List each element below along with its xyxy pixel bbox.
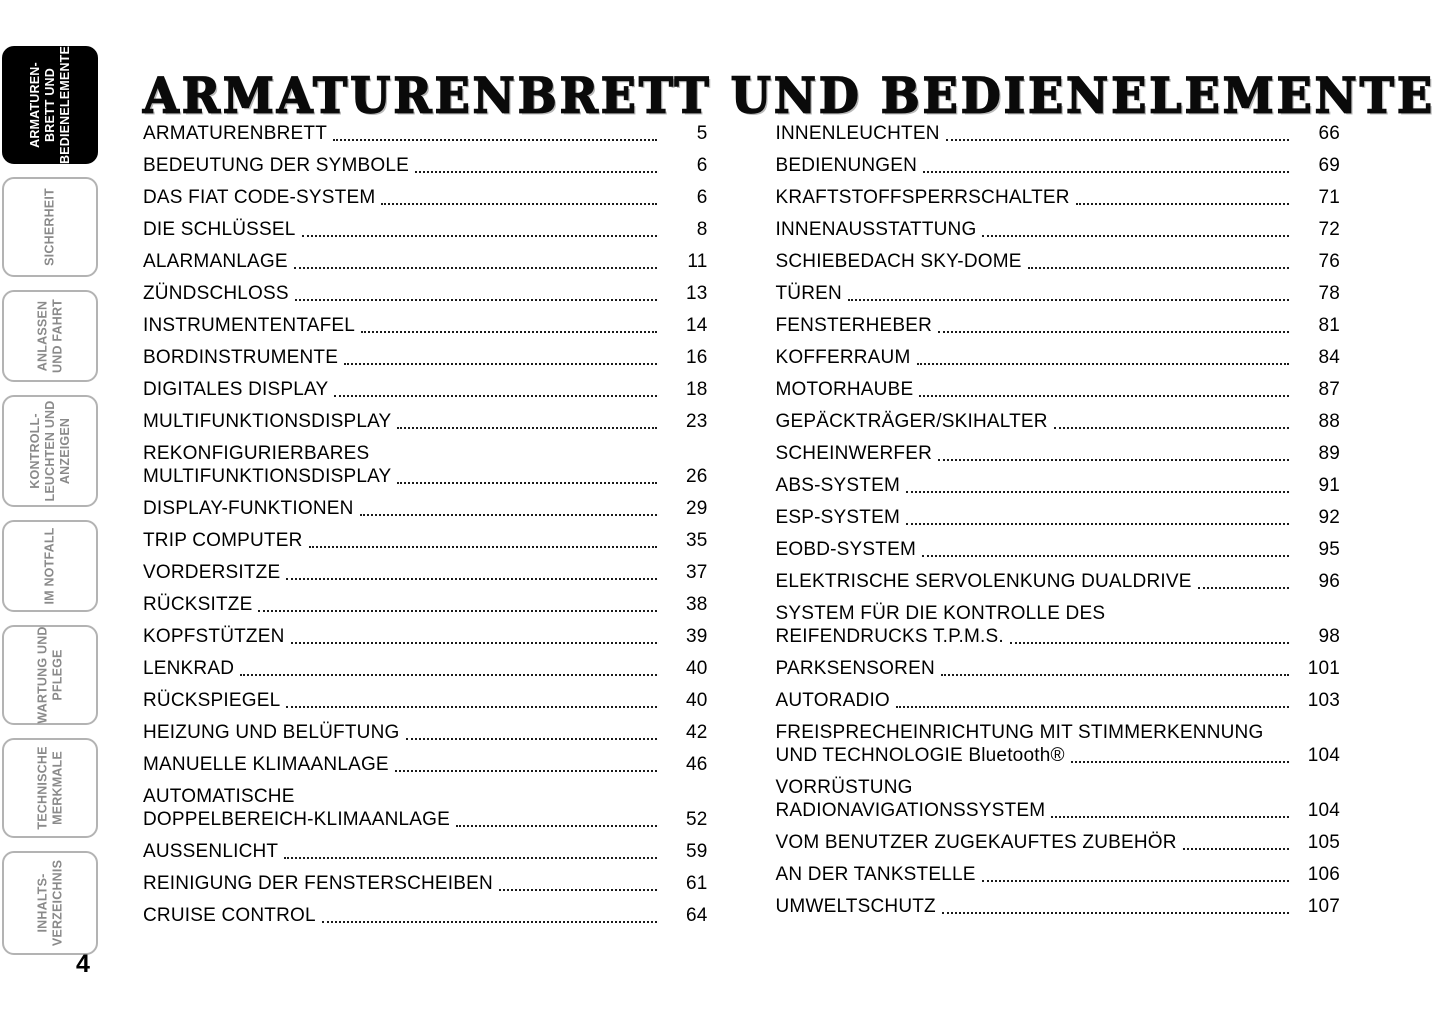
toc-entry-page: 92 bbox=[1318, 507, 1340, 528]
toc-entry-label: BEDEUTUNG DER SYMBOLE bbox=[143, 155, 410, 176]
sidebar-tab-label: TECHNISCHE MERKMALE bbox=[35, 746, 64, 830]
toc-entry-label: LENKRAD bbox=[143, 658, 235, 679]
toc-entry-label: KRAFTSTOFFSPERRSCHALTER bbox=[775, 187, 1070, 208]
toc-entry-page: 59 bbox=[685, 841, 708, 862]
toc-entry[interactable] bbox=[143, 657, 708, 680]
toc-entry[interactable] bbox=[776, 474, 1341, 497]
toc-entry-line bbox=[776, 831, 1341, 854]
toc-entry[interactable] bbox=[776, 831, 1341, 854]
dotted-leader bbox=[1071, 761, 1289, 763]
toc-entry-page: 72 bbox=[1318, 219, 1340, 240]
sidebar-tab-label: ARMATUREN- BRETT UND BEDIENELEMENTE bbox=[27, 45, 72, 165]
toc-entry[interactable] bbox=[143, 753, 708, 776]
toc-entry-page: 42 bbox=[685, 722, 708, 743]
toc-entry-line bbox=[143, 872, 708, 895]
toc-entry-page: 103 bbox=[1307, 690, 1340, 711]
toc-entry-page: 6 bbox=[696, 155, 708, 176]
toc-column-left bbox=[143, 122, 708, 936]
toc-entry-label: SCHEINWERFER bbox=[775, 443, 933, 464]
toc-entry-line bbox=[143, 625, 708, 648]
dotted-leader bbox=[848, 299, 1289, 301]
toc-entry[interactable] bbox=[776, 570, 1341, 593]
dotted-leader bbox=[302, 235, 657, 237]
dotted-leader bbox=[294, 267, 657, 269]
toc-entry-label: REINIGUNG DER FENSTERSCHEIBEN bbox=[143, 873, 493, 894]
toc-entry-page: 107 bbox=[1307, 896, 1340, 917]
dotted-leader bbox=[322, 921, 657, 923]
toc-entry-label: GEPÄCKTRÄGER/SKIHALTER bbox=[775, 411, 1048, 432]
toc-entry-page: 40 bbox=[685, 690, 708, 711]
toc-entry-label: RADIONAVIGATIONSSYSTEM bbox=[775, 800, 1046, 821]
toc-entry-label: BEDIENUNGEN bbox=[775, 155, 918, 176]
sidebar-tab-label: IM NOTFALL bbox=[42, 527, 57, 605]
toc-entry-page: 16 bbox=[685, 347, 708, 368]
toc-entry[interactable] bbox=[776, 602, 1341, 648]
toc-entry-page: 81 bbox=[1318, 315, 1340, 336]
sidebar-tab-8[interactable] bbox=[2, 851, 98, 955]
toc-entry-line bbox=[776, 282, 1341, 305]
toc-entry[interactable] bbox=[776, 442, 1341, 465]
toc-entry[interactable] bbox=[143, 122, 708, 145]
toc-entry-label: INNENAUSSTATTUNG bbox=[775, 219, 977, 240]
toc-entry-line bbox=[776, 314, 1341, 337]
toc-entry-line bbox=[143, 657, 708, 680]
dotted-leader bbox=[258, 610, 656, 612]
toc-entry-label: RÜCKSITZE bbox=[143, 594, 253, 615]
toc-entry-label: MOTORHAUBE bbox=[775, 379, 914, 400]
toc-entry-line bbox=[143, 808, 708, 831]
toc-entry[interactable] bbox=[143, 497, 708, 520]
toc-entry[interactable] bbox=[776, 346, 1341, 369]
toc-entry-line bbox=[143, 186, 708, 209]
dotted-leader bbox=[1028, 267, 1289, 269]
toc-entry[interactable] bbox=[776, 721, 1341, 767]
toc-entry[interactable] bbox=[776, 250, 1341, 273]
toc-entry-page: 106 bbox=[1307, 864, 1340, 885]
toc-entry-line bbox=[776, 863, 1341, 886]
dotted-leader bbox=[397, 427, 656, 429]
toc-entry[interactable] bbox=[143, 250, 708, 273]
dotted-leader bbox=[406, 738, 657, 740]
toc-entry-line bbox=[143, 154, 708, 177]
toc-entry-line bbox=[776, 538, 1341, 561]
toc-entry-line bbox=[776, 744, 1341, 767]
toc-entry-label: HEIZUNG UND BELÜFTUNG bbox=[143, 722, 400, 743]
toc-entry[interactable] bbox=[143, 872, 708, 895]
toc-entry[interactable] bbox=[143, 154, 708, 177]
toc-entry-line bbox=[143, 753, 708, 776]
toc-entry-line bbox=[776, 410, 1341, 433]
toc-entry-label: TRIP COMPUTER bbox=[143, 530, 303, 551]
toc-entry-line bbox=[776, 506, 1341, 529]
toc-entry-line bbox=[776, 570, 1341, 593]
dotted-leader bbox=[284, 857, 656, 859]
toc-entry[interactable] bbox=[776, 154, 1341, 177]
toc-entry-line bbox=[143, 465, 708, 488]
toc-entry-label: EOBD-SYSTEM bbox=[775, 539, 916, 560]
toc-entry[interactable] bbox=[776, 186, 1341, 209]
toc-entry-label: ZÜNDSCHLOSS bbox=[143, 283, 289, 304]
sidebar-tab-label: WARTUNG UND PFLEGE bbox=[35, 626, 64, 724]
dotted-leader bbox=[334, 395, 656, 397]
toc-entry-line bbox=[143, 282, 708, 305]
dotted-leader bbox=[333, 139, 656, 141]
toc-entry-page: 52 bbox=[685, 809, 708, 830]
dotted-leader bbox=[291, 642, 657, 644]
toc-entry-label: PARKSENSOREN bbox=[775, 658, 935, 679]
toc-entry[interactable] bbox=[776, 776, 1341, 822]
toc-entry[interactable] bbox=[143, 218, 708, 241]
toc-entry-page: 11 bbox=[687, 251, 708, 272]
dotted-leader bbox=[456, 825, 657, 827]
toc-entry-page: 37 bbox=[685, 562, 708, 583]
toc-entry-label: DIE SCHLÜSSEL bbox=[143, 219, 296, 240]
toc-entry-label: SCHIEBEDACH SKY-DOME bbox=[775, 251, 1022, 272]
dotted-leader bbox=[982, 235, 1289, 237]
toc-entry-line bbox=[143, 410, 708, 433]
toc-entry-label: MULTIFUNKTIONSDISPLAY bbox=[143, 411, 392, 432]
toc-entry-page: 5 bbox=[696, 123, 708, 144]
toc-entry-label: ABS-SYSTEM bbox=[775, 475, 900, 496]
toc-entry-page: 61 bbox=[685, 873, 708, 894]
toc-entry-line bbox=[143, 904, 708, 927]
toc-entry-label: UND TECHNOLOGIE Bluetooth® bbox=[775, 745, 1065, 766]
toc-entry[interactable] bbox=[776, 506, 1341, 529]
toc-entry-line bbox=[143, 314, 708, 337]
toc-entry[interactable] bbox=[143, 904, 708, 927]
toc-entry-line bbox=[143, 840, 708, 863]
toc-entry[interactable] bbox=[776, 410, 1341, 433]
toc-entry-page: 89 bbox=[1318, 443, 1340, 464]
toc-entry-line bbox=[143, 561, 708, 584]
toc-entry-line bbox=[143, 346, 708, 369]
toc-entry-label: VOM BENUTZER ZUGEKAUFTES ZUBEHÖR bbox=[775, 832, 1177, 853]
dotted-leader bbox=[917, 363, 1290, 365]
sidebar-tab-3[interactable] bbox=[2, 290, 98, 382]
toc-entry-page: 40 bbox=[685, 658, 708, 679]
toc-entry[interactable] bbox=[143, 314, 708, 337]
toc-entry-line bbox=[776, 346, 1341, 369]
sidebar-tab-4[interactable] bbox=[2, 395, 98, 507]
toc-entry[interactable] bbox=[776, 863, 1341, 886]
toc-entry[interactable] bbox=[143, 840, 708, 863]
dotted-leader bbox=[919, 395, 1289, 397]
toc-entry[interactable] bbox=[143, 721, 708, 744]
toc-entry-label: VORDERSITZE bbox=[143, 562, 281, 583]
toc-entry-page: 35 bbox=[685, 530, 708, 551]
sidebar-tab-label: KONTROLL- LEUCHTEN UND ANZEIGEN bbox=[27, 400, 72, 502]
dotted-leader bbox=[1183, 848, 1289, 850]
toc-entry-label-line1: AUTOMATISCHE bbox=[143, 786, 295, 807]
toc-entry-page: 13 bbox=[685, 283, 708, 304]
toc-entry-line bbox=[776, 122, 1341, 145]
toc-entry-label: DIGITALES DISPLAY bbox=[143, 379, 329, 400]
toc-entry-page: 88 bbox=[1318, 411, 1340, 432]
dotted-leader bbox=[938, 331, 1289, 333]
toc-entry-page: 105 bbox=[1307, 832, 1340, 853]
dotted-leader bbox=[982, 880, 1289, 882]
toc-entry[interactable] bbox=[776, 314, 1341, 337]
toc-entry-page: 87 bbox=[1318, 379, 1340, 400]
toc-entry-page: 18 bbox=[685, 379, 708, 400]
toc-entry-label: UMWELTSCHUTZ bbox=[775, 896, 936, 917]
dotted-leader bbox=[309, 546, 657, 548]
toc-entry-label: INNENLEUCHTEN bbox=[775, 123, 940, 144]
toc-entry-label: MANUELLE KLIMAANLAGE bbox=[143, 754, 389, 775]
dotted-leader bbox=[240, 674, 656, 676]
toc-entry-page: 76 bbox=[1318, 251, 1340, 272]
toc-entry-line bbox=[776, 625, 1341, 648]
toc-entry-page: 38 bbox=[685, 594, 708, 615]
dotted-leader bbox=[942, 912, 1289, 914]
toc-entry[interactable] bbox=[143, 186, 708, 209]
sidebar-tab-7[interactable] bbox=[2, 738, 98, 838]
dotted-leader bbox=[360, 514, 657, 516]
dotted-leader bbox=[1198, 587, 1289, 589]
toc-entry-page: 101 bbox=[1307, 658, 1340, 679]
toc-entry[interactable] bbox=[143, 346, 708, 369]
toc-entry-page: 91 bbox=[1318, 475, 1340, 496]
page-title: ARMATURENBRETT UND BEDIENELEMENTE bbox=[143, 66, 1436, 125]
toc-entry-page: 23 bbox=[685, 411, 708, 432]
toc-column-right bbox=[776, 122, 1341, 936]
toc-entry-label: MULTIFUNKTIONSDISPLAY bbox=[143, 466, 392, 487]
toc-entry-page: 8 bbox=[696, 219, 708, 240]
table-of-contents bbox=[143, 122, 1340, 936]
toc-entry-line bbox=[776, 689, 1341, 712]
toc-entry-line bbox=[143, 250, 708, 273]
toc-entry-page: 98 bbox=[1318, 626, 1340, 647]
dotted-leader bbox=[395, 770, 657, 772]
toc-entry-page: 66 bbox=[1318, 123, 1340, 144]
toc-entry-page: 26 bbox=[685, 466, 708, 487]
toc-entry[interactable] bbox=[143, 689, 708, 712]
dotted-leader bbox=[415, 171, 656, 173]
toc-entry[interactable] bbox=[776, 122, 1341, 145]
toc-entry[interactable] bbox=[776, 538, 1341, 561]
dotted-leader bbox=[938, 459, 1289, 461]
dotted-leader bbox=[906, 491, 1289, 493]
toc-entry-label: DISPLAY-FUNKTIONEN bbox=[143, 498, 354, 519]
toc-entry-line bbox=[143, 593, 708, 616]
dotted-leader bbox=[286, 578, 656, 580]
toc-entry-page: 46 bbox=[685, 754, 708, 775]
toc-entry-label: ALARMANLAGE bbox=[143, 251, 288, 272]
dotted-leader bbox=[286, 706, 656, 708]
toc-entry-label: ELEKTRISCHE SERVOLENKUNG DUALDRIVE bbox=[775, 571, 1192, 592]
toc-entry-line bbox=[776, 378, 1341, 401]
toc-entry-page: 104 bbox=[1307, 745, 1340, 766]
toc-entry-label: DAS FIAT CODE-SYSTEM bbox=[143, 187, 376, 208]
dotted-leader bbox=[1051, 816, 1289, 818]
sidebar bbox=[2, 46, 102, 955]
toc-entry-line bbox=[143, 378, 708, 401]
toc-entry-label-line1: FREISPRECHEINRICHTUNG MIT STIMMERKENNUNG bbox=[775, 722, 1264, 743]
toc-entry[interactable] bbox=[776, 218, 1341, 241]
sidebar-tab-label: ANLASSEN UND FAHRT bbox=[35, 298, 64, 374]
toc-entry-line bbox=[776, 442, 1341, 465]
toc-entry-label: KOPFSTÜTZEN bbox=[143, 626, 285, 647]
sidebar-tab-label: INHALTS- VERZEICHNIS bbox=[35, 859, 64, 947]
toc-entry[interactable] bbox=[143, 442, 708, 488]
toc-entry-page: 71 bbox=[1318, 187, 1340, 208]
toc-entry-page: 29 bbox=[685, 498, 708, 519]
toc-entry-page: 39 bbox=[685, 626, 708, 647]
page-number: 4 bbox=[76, 950, 90, 978]
toc-entry[interactable] bbox=[143, 625, 708, 648]
toc-entry-label: AN DER TANKSTELLE bbox=[775, 864, 976, 885]
toc-entry-page: 64 bbox=[685, 905, 708, 926]
toc-entry[interactable] bbox=[776, 657, 1341, 680]
toc-entry[interactable] bbox=[776, 895, 1341, 918]
toc-entry-line bbox=[776, 474, 1341, 497]
toc-entry-page: 104 bbox=[1307, 800, 1340, 821]
toc-entry-label: REIFENDRUCKS T.P.M.S. bbox=[775, 626, 1004, 647]
toc-entry-line bbox=[143, 218, 708, 241]
toc-entry-line bbox=[776, 186, 1341, 209]
dotted-leader bbox=[1010, 642, 1289, 644]
sidebar-tab-label: SICHERHEIT bbox=[42, 188, 57, 266]
toc-entry[interactable] bbox=[143, 378, 708, 401]
toc-entry-line bbox=[143, 122, 708, 145]
sidebar-tab-5[interactable] bbox=[2, 520, 98, 612]
toc-entry-label: DOPPELBEREICH-KLIMAANLAGE bbox=[143, 809, 450, 830]
dotted-leader bbox=[1054, 427, 1289, 429]
dotted-leader bbox=[344, 363, 656, 365]
toc-entry[interactable] bbox=[143, 593, 708, 616]
toc-entry-label: TÜREN bbox=[775, 283, 842, 304]
dotted-leader bbox=[1076, 203, 1289, 205]
toc-entry-page: 95 bbox=[1318, 539, 1340, 560]
dotted-leader bbox=[922, 555, 1289, 557]
dotted-leader bbox=[381, 203, 656, 205]
toc-entry-line bbox=[143, 689, 708, 712]
dotted-leader bbox=[941, 674, 1289, 676]
toc-entry-line bbox=[776, 895, 1341, 918]
toc-entry-page: 96 bbox=[1318, 571, 1340, 592]
toc-entry-page: 14 bbox=[685, 315, 708, 336]
toc-entry-line bbox=[143, 721, 708, 744]
dotted-leader bbox=[946, 139, 1289, 141]
toc-entry-page: 78 bbox=[1318, 283, 1340, 304]
dotted-leader bbox=[361, 331, 656, 333]
sidebar-tab-2[interactable] bbox=[2, 177, 98, 277]
dotted-leader bbox=[499, 889, 657, 891]
toc-entry[interactable] bbox=[143, 410, 708, 433]
toc-entry-label: ESP-SYSTEM bbox=[775, 507, 900, 528]
sidebar-tab-6[interactable] bbox=[2, 625, 98, 725]
toc-entry[interactable] bbox=[143, 785, 708, 831]
dotted-leader bbox=[397, 482, 656, 484]
toc-entry-label: KOFFERRAUM bbox=[775, 347, 911, 368]
toc-entry-page: 6 bbox=[696, 187, 708, 208]
dotted-leader bbox=[906, 523, 1289, 525]
toc-entry-line bbox=[143, 497, 708, 520]
dotted-leader bbox=[896, 706, 1289, 708]
toc-entry-label-line1: VORRÜSTUNG bbox=[775, 777, 913, 798]
toc-entry[interactable] bbox=[776, 282, 1341, 305]
toc-entry[interactable] bbox=[776, 378, 1341, 401]
toc-entry[interactable] bbox=[143, 561, 708, 584]
toc-entry-label: INSTRUMENTENTAFEL bbox=[143, 315, 356, 336]
toc-entry-label: CRUISE CONTROL bbox=[143, 905, 316, 926]
toc-entry-line bbox=[776, 250, 1341, 273]
toc-entry-label-line1: REKONFIGURIERBARES bbox=[143, 443, 370, 464]
toc-entry-label: FENSTERHEBER bbox=[775, 315, 933, 336]
toc-entry-line bbox=[143, 529, 708, 552]
toc-entry-line bbox=[776, 799, 1341, 822]
toc-entry-label: AUTORADIO bbox=[775, 690, 890, 711]
toc-entry-label: AUSSENLICHT bbox=[143, 841, 279, 862]
toc-entry-label: RÜCKSPIEGEL bbox=[143, 690, 281, 711]
toc-entry-label-line1: SYSTEM FÜR DIE KONTROLLE DES bbox=[775, 603, 1106, 624]
toc-entry-line bbox=[776, 218, 1341, 241]
dotted-leader bbox=[295, 299, 657, 301]
toc-entry[interactable] bbox=[143, 282, 708, 305]
toc-entry-line bbox=[776, 657, 1341, 680]
toc-entry-page: 84 bbox=[1318, 347, 1340, 368]
dotted-leader bbox=[923, 171, 1289, 173]
toc-entry-label: BORDINSTRUMENTE bbox=[143, 347, 339, 368]
sidebar-tab-1[interactable] bbox=[2, 46, 98, 164]
toc-entry[interactable] bbox=[143, 529, 708, 552]
toc-entry[interactable] bbox=[776, 689, 1341, 712]
toc-entry-page: 69 bbox=[1318, 155, 1340, 176]
toc-entry-line bbox=[776, 154, 1341, 177]
toc-entry-label: ARMATURENBRETT bbox=[143, 123, 328, 144]
